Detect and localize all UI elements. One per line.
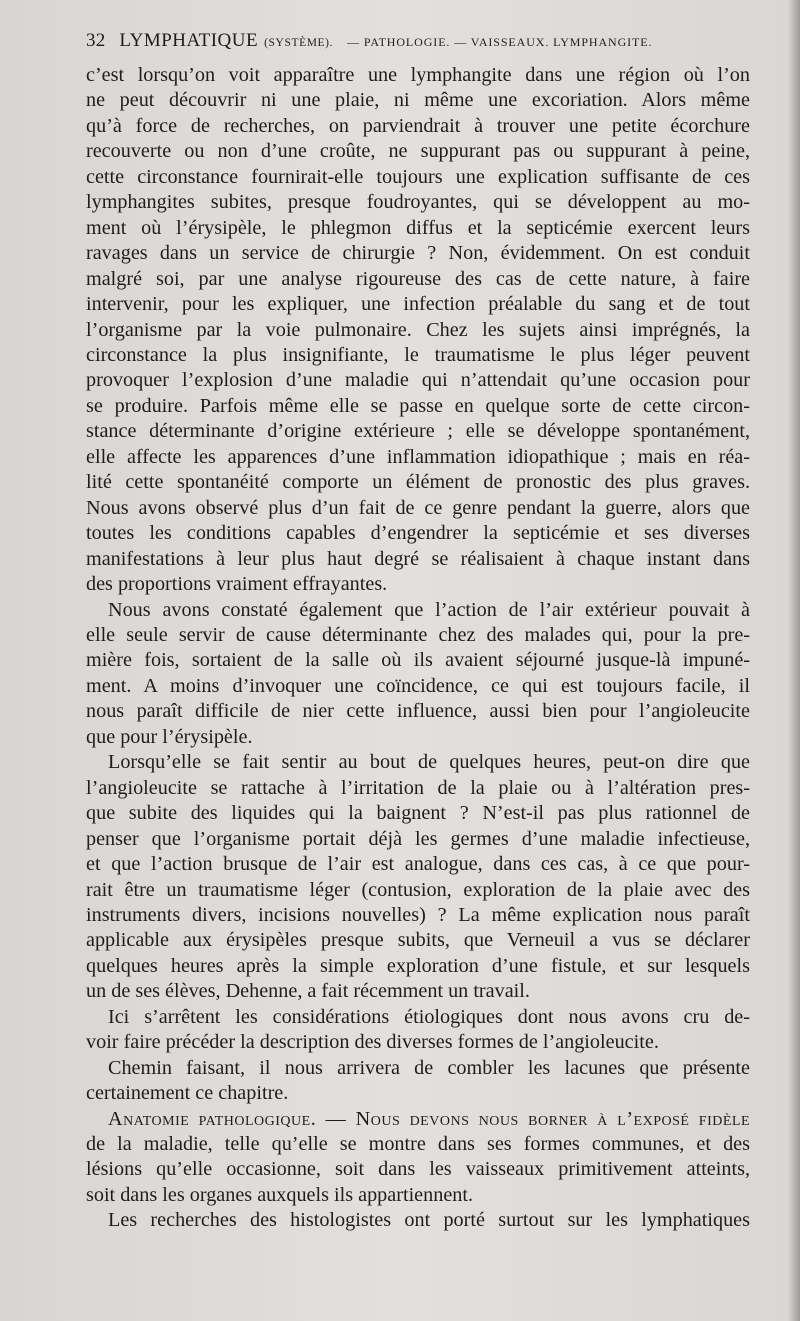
text-line: c’est lorsqu’on voit apparaître une lymphangite dans une région où l’on	[86, 64, 750, 86]
text-line: et que l’action brusque de l’air est analogue, dans ces cas, à ce que pour-	[86, 853, 750, 876]
text-line: lité cette spontanéité comporte un élément de pronostic des plus graves.	[86, 471, 750, 494]
text-line: Ici s’arrêtent les considérations étiologiques dont nous avons cru de-	[108, 1005, 750, 1028]
text-line: intervenir, pour les expliquer, une infection préalable du sang et de tout	[86, 293, 750, 316]
text-line: quelques heures après la simple exploration d’une fistule, et sur lesquels	[86, 954, 750, 977]
text-line: lymphangites subites, presque foudroyantes, qui se développent au mo-	[86, 191, 750, 214]
text-line: voir faire précéder la description des diverses formes de l’angioleucite.	[86, 1031, 659, 1054]
section-heading-line: Anatomie pathologique. — Nous devons nous borner à l’exposé fidèle	[108, 1107, 750, 1130]
text-line: toutes les conditions capables d’engendrer la septicémie et ses diverses	[86, 522, 750, 545]
text-line: ne peut découvrir ni une plaie, ni même une excoriation. Alors même	[86, 89, 750, 112]
text-line: se produire. Parfois même elle se passe en quelque sorte de cette circon-	[86, 394, 750, 417]
text-line: ment où l’érysipèle, le phlegmon diffus et la septicémie exercent leurs	[86, 216, 750, 239]
text-line: Nous avons observé plus d’un fait de ce genre pendant la guerre, alors que	[86, 496, 750, 519]
text-line: circonstance la plus insignifiante, le traumatisme le plus léger peuvent	[86, 343, 750, 366]
text-line: certainement ce chapitre.	[86, 1082, 289, 1105]
text-line: applicable aux érysipèles presque subits, que Verneuil a vus se déclarer	[86, 929, 750, 952]
text-line: Nous avons constaté également que l’action de l’air extérieur pouvait à	[108, 598, 750, 621]
text-line: nous paraît difficile de nier cette influence, aussi bien pour l’angioleucite	[86, 700, 750, 723]
text-line: que subite des liquides qui la baignent ? N’est-il pas plus rationnel de	[86, 802, 750, 825]
body-text	[86, 63, 750, 1234]
text-line: que pour l’érysipèle.	[86, 725, 253, 748]
header-section: — PATHOLOGIE. — VAISSEAUX. LYMPHANGITE.	[347, 35, 653, 49]
text-line: stance déterminante d’origine extérieure ; elle se développe spontanément,	[86, 420, 750, 443]
text-line: ment. A moins d’invoquer une coïncidence, ce qui est toujours facile, il	[86, 674, 750, 697]
text-line: manifestations à leur plus haut degré se réalisaient à chaque instant dans	[86, 547, 750, 570]
text-line: mière fois, sortaient de la salle où ils avaient séjourné jusque-là impuné-	[86, 649, 750, 672]
text-line: ravages dans un service de chirurgie ? Non, évidemment. On est conduit	[86, 242, 750, 265]
text-line: provoquer l’explosion d’une maladie qui n’attendait qu’une occasion pour	[86, 369, 750, 392]
header-subtitle: (SYSTÈME).	[264, 37, 334, 49]
text-line: qu’à force de recherches, on parviendrait à trouver une petite écorchure	[86, 114, 750, 137]
text-line: rait être un traumatisme léger (contusion, exploration de la plaie avec des	[86, 878, 750, 901]
text-line: soit dans les organes auxquels ils appartiennent.	[86, 1183, 474, 1206]
page-number: 32	[86, 30, 106, 51]
text-line: de la maladie, telle qu’elle se montre dans ses formes communes, et des	[86, 1133, 750, 1156]
text-line: Lorsqu’elle se fait sentir au bout de quelques heures, peut-on dire que	[108, 751, 750, 774]
text-line: malgré soi, par une analyse rigoureuse des cas de cette nature, à faire	[86, 267, 750, 290]
text-line: lésions qu’elle occasionne, soit dans les vaisseaux primitivement atteints,	[86, 1158, 750, 1181]
text-line: Chemin faisant, il nous arrivera de combler les lacunes que présente	[108, 1056, 750, 1079]
text-line: des proportions vraiment effrayantes.	[86, 573, 388, 596]
header-title: LYMPHATIQUE	[119, 30, 259, 51]
text-line: l’angioleucite se rattache à l’irritation de la plaie ou à l’altération pres-	[86, 776, 750, 799]
text-line: elle seule servir de cause déterminante chez des malades qui, pour la pre-	[86, 623, 750, 646]
running-header	[86, 30, 726, 56]
text-line: un de ses élèves, Dehenne, a fait récemment un travail.	[86, 980, 530, 1003]
text-line: recouverte ou non d’une croûte, ne suppurant pas ou suppurant à peine,	[86, 140, 750, 163]
text-line: cette circonstance fournirait-elle toujours une explication suffisante de ces	[86, 165, 750, 188]
text-line: elle affecte les apparences d’une inflammation idiopathique ; mais en réa-	[86, 445, 750, 468]
text-line: l’organisme par la voie pulmonaire. Chez les sujets ainsi imprégnés, la	[86, 318, 750, 341]
text-line: penser que l’organisme portait déjà les germes d’une maladie infectieuse,	[86, 827, 750, 850]
text-line: instruments divers, incisions nouvelles) ? La même explication nous paraît	[86, 903, 750, 926]
page-edge-shadow	[788, 0, 800, 1321]
text-line: Les recherches des histologistes ont porté surtout sur les lymphatiques	[108, 1209, 750, 1232]
